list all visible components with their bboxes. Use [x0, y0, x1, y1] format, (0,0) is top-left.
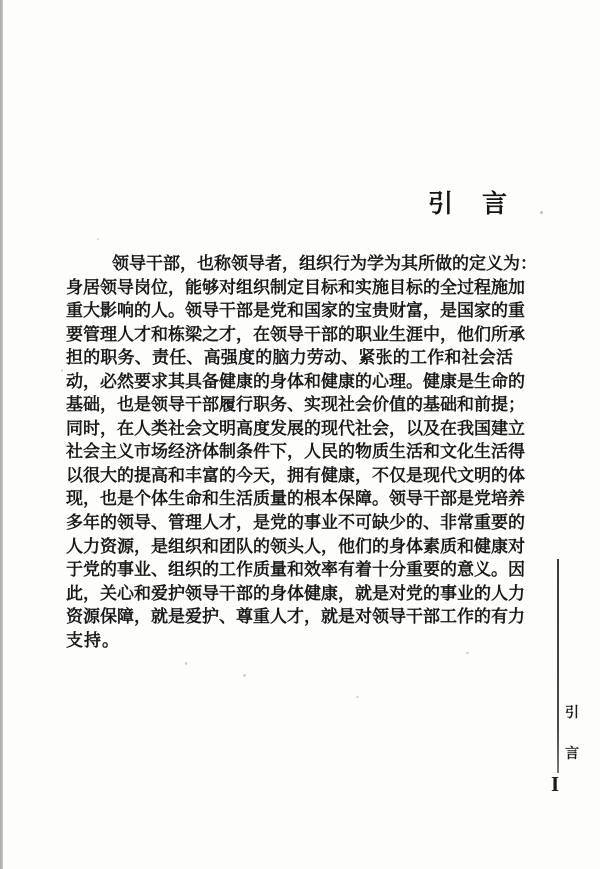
paragraph-line: 担的职务、责任、高强度的脑力劳动、紧张的工作和社会活 — [66, 348, 513, 368]
paragraph-line: 现，也是个体生命和生活质量的根本保障。领导干部是党培养 — [66, 489, 525, 509]
scan-speck — [243, 674, 246, 677]
paragraph-line: 多年的领导、管理人才，是党的事业不可缺少的、非常重要的 — [66, 513, 525, 533]
page-number: I — [551, 772, 560, 796]
paragraph-line: 身居领导岗位，能够对组织制定目标和实施目标的全过程施加 — [66, 277, 525, 297]
scan-speck — [97, 238, 99, 240]
scan-speck — [356, 696, 359, 698]
paragraph-line: 同时，在人类社会文明高度发展的现代社会，以及在我国建立 — [66, 418, 525, 438]
margin-label-char: 引 — [565, 706, 579, 721]
scan-speck — [185, 662, 187, 665]
paragraph-line: 动，必然要求其具备健康的身体和健康的心理。健康是生命的 — [66, 371, 525, 391]
scan-speck — [61, 369, 63, 372]
chapter-title: 引 言 — [428, 191, 510, 218]
paragraph-line: 重大影响的人。领导干部是党和国家的宝贵财富，是国家的重 — [66, 301, 525, 321]
paragraph-line: 要管理人才和栋梁之才，在领导干部的职业生涯中，他们所承 — [66, 324, 525, 344]
margin-label-char: 言 — [565, 747, 579, 762]
paragraph-line: 支持。 — [66, 630, 120, 650]
scan-speck — [540, 211, 543, 214]
scan-edge-shadow — [0, 0, 3, 869]
margin-chapter-label — [565, 702, 579, 763]
paragraph-line: 人力资源，是组织和团队的领头人，他们的身体素质和健康对 — [66, 536, 525, 556]
paragraph-line: 领导干部，也称领导者，组织行为学为其所做的定义为： — [112, 254, 537, 273]
body-paragraph — [66, 252, 537, 652]
scan-speck — [466, 652, 469, 654]
paragraph-line: 资源保障，就是爱护、尊重人才，就是对领导干部工作的有力 — [66, 607, 525, 627]
paragraph-line: 社会主义市场经济体制条件下，人民的物质生活和文化生活得 — [66, 442, 525, 462]
paragraph-line: 基础，也是领导干部履行职务、实现社会价值的基础和前提； — [66, 395, 525, 415]
paragraph-line: 于党的事业、组织的工作质量和效率有着十分重要的意义。因 — [66, 560, 525, 580]
paragraph-line: 此，关心和爱护领导干部的身体健康，就是对党的事业的人力 — [66, 583, 525, 603]
margin-rule — [557, 559, 559, 773]
paragraph-line: 以很大的提高和丰富的今天，拥有健康，不仅是现代文明的体 — [66, 465, 525, 485]
